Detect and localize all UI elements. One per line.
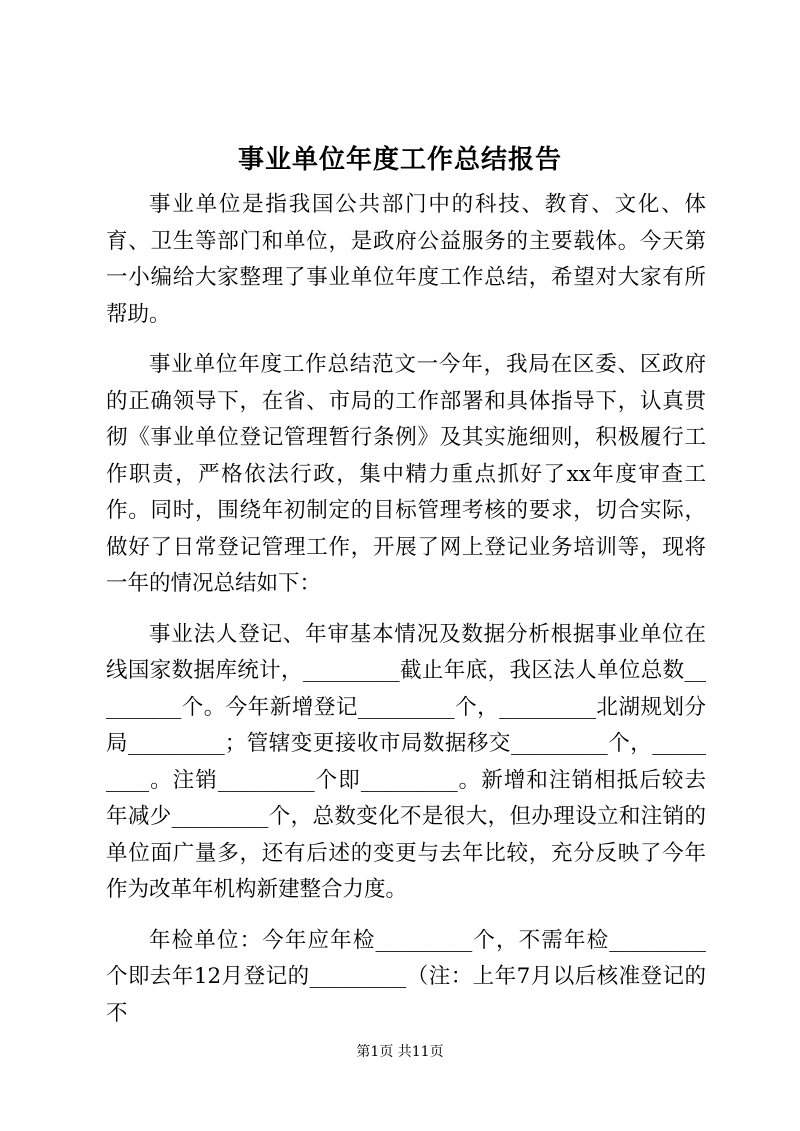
page-footer [0,1042,800,1062]
document-body [106,187,706,1032]
page-number-label: 第1页 共11页 [356,1044,444,1060]
document-title: 事业单位年度工作总结报告 [237,145,562,175]
paragraph-annual-inspection: 年检单位：今年应年检_________个，不需年检_________个即去年12月登记的_________（注：上年7月以后核准登记的不 [106,927,706,1026]
paragraph-summary: 事业单位年度工作总结范文一今年，我局在区委、区政府的正确领导下，在省、市局的工作部署和具体指导下，认真贯彻《事业单位登记管理暂行条例》及其实施细则，积极履行工作职责，严格依法行政，集中精力重点抓好了xx年度审查工作。同时，围绕年初制定的目标管理考核的要求，切合实际，做好了日常登记管理工作，开展了网上登记业务培训等，现将一年的情况总结如下： [106,352,706,596]
paragraph-intro: 事业单位是指我国公共部门中的科技、教育、文化、体育、卫生等部门和单位，是政府公益服务的主要载体。今天第一小编给大家整理了事业单位年度工作总结，希望对大家有所帮助。 [106,192,706,327]
paragraph-registration-stats: 事业法人登记、年审基本情况及数据分析根据事业单位在线国家数据库统计，_________截止年底，我区法人单位总数_________个。今年新增登记_________个，_________北湖规划分局_________；管辖变更接收市局数据移交_________个，_________。注销_________个即_________。新增和注销相抵后较去年减少_________个，总数变化不是很大，但办理设立和注销的单位面广量多，还有后述的变更与去年比较，充分反映了今年作为改革年机构新建整合力度。 [106,621,706,902]
